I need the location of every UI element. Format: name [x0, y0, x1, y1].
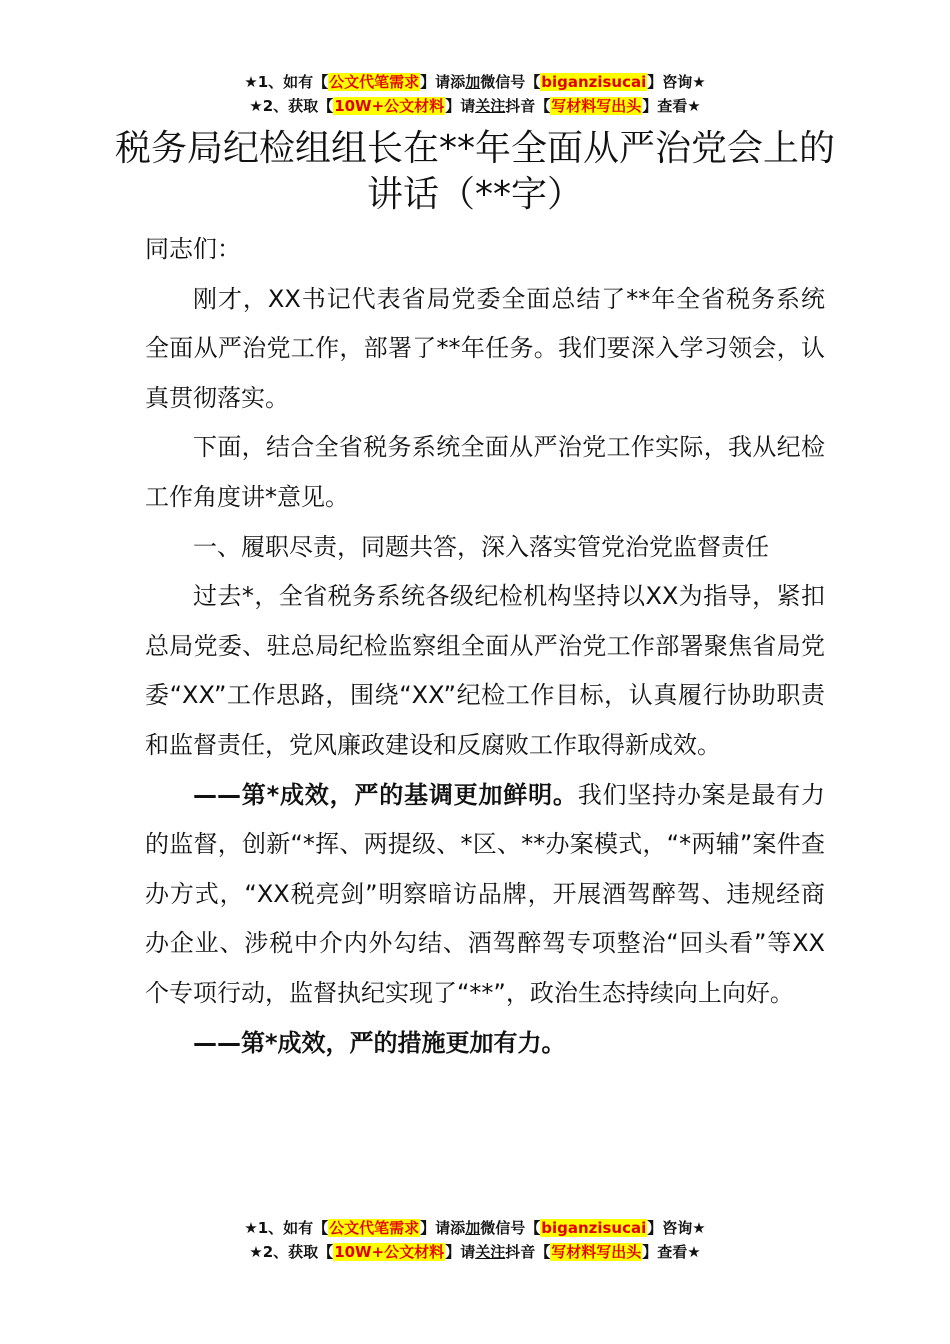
highlight-douyin-bottom: 写材料写出头	[551, 1243, 642, 1261]
paragraph-2: 下面，结合全省税务系统全面从严治党工作实际，我从纪检工作角度讲*意见。	[145, 433, 825, 511]
promo-line-1: ★1、如有【公文代笔需求】请添加微信号【biganzisucai】咨询★	[244, 73, 706, 91]
highlight-materials-bottom: 10W+公文材料	[334, 1243, 445, 1261]
section-heading-1: 一、履职尽责，同题共答，深入落实管党治党监督责任	[193, 532, 769, 561]
paragraph-1: 刚才，XX书记代表省局党委全面总结了**年全省税务系统全面从严治党工作，部署了**年任务。我们要深入学习领会，认真贯彻落实。	[145, 284, 825, 412]
document-body	[145, 225, 825, 1068]
paragraph-4-text: 我们坚持办案是最有力的监督，创新“*挥、两提级、*区、**办案模式，“*两辅”案件查办方式，“XX税亮剑”明察暗访品牌，开展酒驾醉驾、违规经商办企业、涉税中介内外勾结、酒驾醉驾专项整治“回头看”等XX个专项行动，监督执纪实现了“**”，政治生态持续向上向好。	[145, 780, 825, 1007]
promo-line-1-bottom: ★1、如有【公文代笔需求】请添加微信号【biganzisucai】咨询★	[244, 1219, 706, 1237]
paragraph-4	[145, 771, 825, 1019]
paragraph-5-lead: ——第*成效，严的措施更加有力。	[193, 1028, 566, 1057]
salutation: 同志们：	[145, 235, 241, 263]
paragraph-5	[145, 1019, 825, 1069]
highlight-materials: 10W+公文材料	[334, 97, 445, 115]
promo-line-2: ★2、获取【10W+公文材料】请关注抖音【写材料写出头】查看★	[249, 97, 701, 115]
highlight-service-bottom: 公文代笔需求	[329, 1219, 420, 1237]
highlight-douyin: 写材料写出头	[551, 97, 642, 115]
highlight-service: 公文代笔需求	[329, 73, 420, 91]
paragraph-3: 过去*，全省税务系统各级纪检机构坚持以XX为指导，紧扣总局党委、驻总局纪检监察组全面从严治党工作部署聚焦省局党委“XX”工作思路，围绕“XX”纪检工作目标，认真履行协助职责和监督责任，党风廉政建设和反腐败工作取得新成效。	[145, 582, 825, 759]
highlight-wechat-id: biganzisucai	[541, 73, 647, 91]
document-title: 税务局纪检组组长在**年全面从严治党会上的讲话（**字）	[114, 128, 835, 215]
promo-banner-bottom	[0, 1216, 950, 1264]
highlight-wechat-id-bottom: biganzisucai	[541, 1219, 647, 1237]
promo-banner-top	[0, 70, 950, 118]
paragraph-4-lead: ——第*成效，严的基调更加鲜明。	[193, 780, 578, 809]
promo-line-2-bottom: ★2、获取【10W+公文材料】请关注抖音【写材料写出头】查看★	[249, 1243, 701, 1261]
